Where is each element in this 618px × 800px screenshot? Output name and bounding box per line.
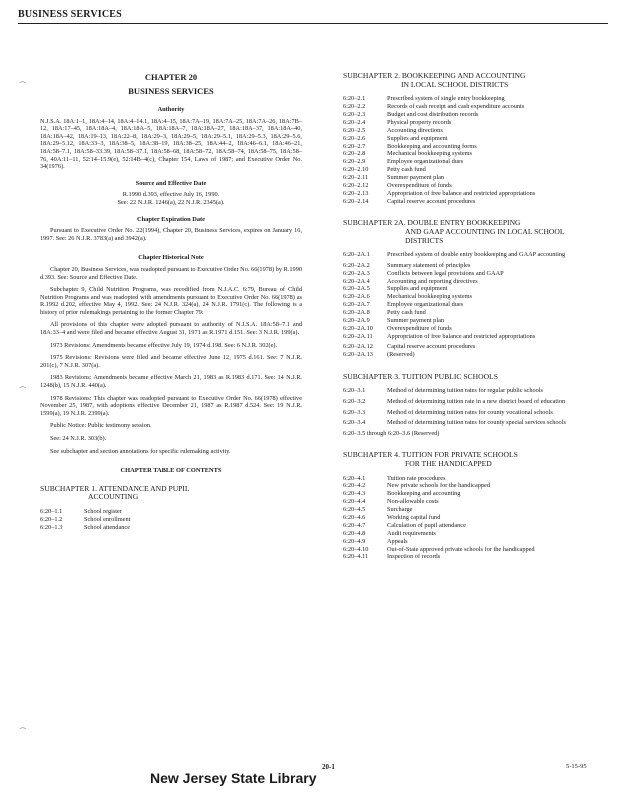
- punch-hole-mark: ⁀: [20, 82, 26, 90]
- toc-row[interactable]: [343, 522, 605, 530]
- section-title: Method of determining tuition rates for county vocational schools: [387, 408, 553, 416]
- section-title: Method of determining tuition rates for regular public schools: [387, 387, 543, 395]
- toc-row[interactable]: [343, 182, 605, 190]
- section-title: Summer payment plan: [387, 316, 445, 324]
- section-number: 6:20–2.4: [343, 118, 366, 126]
- subchapter-2a-heading: [343, 219, 605, 245]
- section-number: 6:20–3.1: [343, 387, 366, 395]
- subchapter-heading-line: DISTRICTS: [405, 235, 444, 245]
- history-paragraph: See: 24 N.J.R. 303(b).: [50, 435, 107, 442]
- section-number: 6:20–2A.13: [343, 351, 373, 359]
- toc-row[interactable]: [343, 398, 605, 406]
- toc-row[interactable]: [343, 498, 605, 506]
- library-stamp: New Jersey State Library: [150, 770, 317, 786]
- toc-row[interactable]: [343, 293, 605, 301]
- toc-row[interactable]: [343, 546, 605, 554]
- section-number: 6:20–4.9: [343, 537, 366, 545]
- toc-row[interactable]: [343, 317, 605, 325]
- toc-row[interactable]: [343, 158, 605, 166]
- authority-heading: Authority: [157, 106, 185, 113]
- section-title: Supplies and equipment: [387, 285, 448, 293]
- section-title: Inspection of records: [387, 553, 441, 561]
- section-number: 6:20–2.3: [343, 110, 366, 118]
- history-paragraph: 1973 Revisions: Amendments became effective July 19, 1974 d.198. See: 6 N.J.R. 302(e).: [50, 341, 278, 349]
- section-number: 6:20–2A.12: [343, 343, 373, 351]
- subchapter-heading-line: AND GAAP ACCOUNTING IN LOCAL SCHOOL: [405, 226, 565, 236]
- toc-row[interactable]: [40, 516, 302, 524]
- toc-row[interactable]: [343, 530, 605, 538]
- toc-row[interactable]: [343, 278, 605, 286]
- section-title: Surcharge: [387, 506, 413, 514]
- section-number: 6:20–2A.8: [343, 309, 370, 317]
- toc-row[interactable]: [343, 166, 605, 174]
- section-number: 6:20–2.13: [343, 189, 369, 197]
- section-title: Conflicts between legal provisions and GAAP: [387, 269, 504, 277]
- section-number: 6:20–1.2: [40, 515, 63, 523]
- source-line: R.1990 d.393, effective July 16, 1990.: [122, 191, 220, 199]
- subchapter-4-list: [343, 475, 605, 562]
- toc-row[interactable]: [343, 419, 605, 427]
- subchapter-heading-line: SUBCHAPTER 1. ATTENDANCE AND PUPIL: [40, 483, 190, 493]
- history-paragraph: All provisions of this chapter were adopted pursuant to authority of N.J.S.A. 18A:58–7.1 and 18A:33–4 and were filed and became effective August 31, 1971 as R.1971 d.151. See: 3 N.J.R. 199(a).: [40, 321, 302, 337]
- section-title: Employee organizational dues: [387, 301, 464, 309]
- section-number: 6:20–2.2: [343, 103, 366, 111]
- toc-row[interactable]: [343, 309, 605, 317]
- section-title: Accounting directions: [387, 126, 443, 134]
- expiration-text: Pursuant to Executive Order No. 22(1994), Chapter 20, Business Services, expires on January 16, 1997. See: 26 N.J.R. 3783(a) and 3942(a).: [40, 227, 302, 242]
- section-title: Calculation of pupil attendance: [387, 521, 466, 529]
- section-number: 6:20–2.6: [343, 134, 366, 142]
- toc-row[interactable]: [343, 430, 605, 438]
- section-number: 6:20–2.11: [343, 174, 369, 182]
- toc-row[interactable]: [343, 285, 605, 293]
- section-number: 6:20–2.5: [343, 126, 366, 134]
- section-title: Appeals: [387, 537, 408, 545]
- section-title: Method of determining tuition rates for county special services schools: [387, 419, 566, 427]
- section-number: 6:20–3.2: [343, 398, 366, 406]
- section-number: 6:20–4.3: [343, 490, 366, 498]
- authority-text: N.J.S.A. 18A:1–1, 18A:4–14, 18A:4–14.1, 18A:4–15, 18A:7A–19, 18A:7A–25, 18A:7A–26, 18A:7B–12, 18A:17–45, 18A:18A–4, 18A:18A–5, 18A:18A–7, 18A:18A–27, 18A:18A–37, 18A:18A–40, 18A:18A–42, 18A:19–13, 18A:22–8, 18A:29–3, 18A:29–5, 18A:29–5.1, 18A:29–5.3, 18A:29–5.6, 18A:29–5.12, 18A:33–3, 18A:38–5, 18A:38–19, 18A:38–25, 18A:44–2, 18A:46–6.1, 18A:46–21, 18A:58–7.1, 18A:58–33.39, 18A:58–37.1, 18A:58–68, 18A:58–72, 18A:58–74, 18A:58–75, 18A:58–76, 40A:11–11, 52:14–15.9(e), 52:14B–4(c), Chapter 154, Laws of 1987; and Executive Order No. 34(1976).: [40, 117, 302, 171]
- toc-row[interactable]: [40, 524, 302, 532]
- toc-row[interactable]: [343, 343, 605, 351]
- toc-row[interactable]: [40, 508, 302, 516]
- section-title: Overexpenditure of funds: [387, 181, 452, 189]
- section-title: Supplies and equipment: [387, 134, 448, 142]
- section-title: Mechanical bookkeeping systems: [387, 150, 472, 158]
- section-title: Petty cash fund: [387, 309, 426, 317]
- subchapter-heading-line: SUBCHAPTER 2. BOOKKEEPING AND ACCOUNTING: [343, 71, 526, 80]
- right-column: [343, 72, 605, 561]
- section-title: Summer payment plan: [387, 174, 445, 182]
- running-header: BUSINESS SERVICES: [18, 9, 608, 24]
- section-title: Method of determining tuition rate in a new district board of education: [387, 398, 566, 406]
- history-paragraph: Public Notice: Public testimony session.: [50, 422, 152, 430]
- subchapter-1-list: [40, 508, 302, 531]
- section-number: 6:20–4.6: [343, 514, 366, 522]
- section-number: 6:20–4.1: [343, 474, 366, 482]
- toc-row[interactable]: [343, 127, 605, 135]
- section-title: Petty cash fund: [387, 166, 426, 174]
- section-number: 6:20–2.9: [343, 158, 366, 166]
- section-title: School enrollment: [84, 515, 131, 523]
- section-number: 6:20–2A.7: [343, 301, 370, 309]
- subchapter-3-list: [343, 387, 605, 437]
- section-number: 6:20–4.2: [343, 482, 366, 490]
- toc-row[interactable]: [343, 119, 605, 127]
- subchapter-2-list: [343, 95, 605, 205]
- section-number: 6:20–2.10: [343, 166, 369, 174]
- section-title: Bookkeeping and accounting forms: [387, 142, 477, 150]
- supplement-date: 5-15-95: [566, 763, 587, 770]
- subchapter-heading-line: SUBCHAPTER 2A. DOUBLE ENTRY BOOKKEEPING: [343, 218, 521, 228]
- section-title: Physical property records: [387, 118, 452, 126]
- section-number: 6:20–4.8: [343, 529, 366, 537]
- toc-row[interactable]: [343, 409, 605, 417]
- toc-row[interactable]: [343, 103, 605, 111]
- expiration-heading: Chapter Expiration Date: [136, 215, 206, 223]
- section-title: Prescribed system of single entry bookkeeping: [387, 95, 505, 103]
- toc-row[interactable]: [343, 482, 605, 490]
- toc-row[interactable]: [343, 553, 605, 561]
- subchapter-2-heading: [343, 72, 605, 89]
- section-title: Appropriation of free balance and restricted appropriations: [387, 332, 536, 340]
- history-heading: Chapter Historical Note: [138, 254, 204, 262]
- section-number: 6:20–2A.4: [343, 277, 370, 285]
- section-title: Overexpenditure of funds: [387, 324, 452, 332]
- chapter-title: BUSINESS SERVICES: [128, 86, 214, 96]
- toc-row[interactable]: [343, 351, 605, 359]
- history-paragraph: 1978 Revisions: This chapter was readopted pursuant to Executive Order No. 66(1978) effective November 25, 1987, with adoptions effective December 21, 1987 as R.1987 d.524. See: 19 N.J.R. 1599(a), 19 N.J.R. 2399(a).: [40, 394, 302, 417]
- toc-row[interactable]: [343, 538, 605, 546]
- history-paragraph: Subchapter 9, Child Nutrition Programs, was recodified from N.J.A.C. 6:79, Bureau of Child Nutrition Programs and was readopted with amendments pursuant to Executive Order No. 66(1978) as R.1992 d.202, effective May 4, 1992. See: 24 N.J.R. 324(a), 24 N.J.R. 1791(c). The following is a history of prior rulemakings pertaining to the former Chapter 79:: [40, 286, 302, 316]
- toc-row[interactable]: [343, 198, 605, 206]
- toc-row[interactable]: [343, 506, 605, 514]
- toc-row[interactable]: [343, 475, 605, 483]
- section-title: Audit requirements: [387, 529, 436, 537]
- toc-row[interactable]: [343, 150, 605, 158]
- subchapter-heading-line: SUBCHAPTER 3. TUITION PUBLIC SCHOOLS: [343, 371, 498, 381]
- section-number: 6:20–2.12: [343, 181, 369, 189]
- toc-row[interactable]: [343, 174, 605, 182]
- subchapter-1-heading: [40, 485, 302, 502]
- section-number: 6:20–2A.10: [343, 324, 373, 332]
- section-number: 6:20–2.7: [343, 142, 366, 150]
- section-number: 6:20–3.3: [343, 408, 366, 416]
- section-title: Budget and cost distribution records: [387, 110, 479, 118]
- toc-row[interactable]: [343, 135, 605, 143]
- subchapter-heading-line: FOR THE HANDICAPPED: [405, 458, 492, 468]
- section-title: (Reserved): [387, 351, 415, 359]
- toc-row[interactable]: [343, 111, 605, 119]
- history-paragraph: 1975 Revisions: Revisions were filed and became effective June 12, 1975 d.161. See: 7 N.J.R. 201(c), 7 N.J.R. 307(a).: [40, 354, 302, 369]
- toc-row[interactable]: [343, 190, 605, 198]
- toc-row[interactable]: [343, 262, 605, 270]
- section-title: Capital reserve account procedures: [387, 197, 476, 205]
- toc-row[interactable]: [343, 387, 605, 395]
- section-number: 6:20–2A.2: [343, 261, 370, 269]
- toc-row[interactable]: [343, 143, 605, 151]
- source-line: See: 22 N.J.R. 1246(a), 22 N.J.R. 2345(a).: [117, 198, 225, 206]
- toc-row[interactable]: [343, 333, 605, 341]
- section-title: 6:20–3.5 through 6:20–3.6 (Reserved): [343, 429, 440, 437]
- toc-heading: CHAPTER TABLE OF CONTENTS: [120, 467, 222, 475]
- subchapter-4-heading: [343, 451, 605, 468]
- chapter-number: CHAPTER 20: [144, 72, 198, 82]
- section-number: 6:20–2.1: [343, 95, 366, 103]
- section-title: Accounting and reporting directives: [387, 277, 478, 285]
- section-title: Prescribed system of double entry bookkeeping and GAAP accounting: [387, 251, 566, 259]
- section-title: Tuition rate procedures: [387, 474, 446, 482]
- toc-row[interactable]: [343, 95, 605, 103]
- section-number: 6:20–4.5: [343, 506, 366, 514]
- section-title: Working capital fund: [387, 514, 441, 522]
- section-number: 6:20–2A.6: [343, 293, 370, 301]
- section-title: Capital reserve account procedures: [387, 343, 476, 351]
- punch-hole-mark: ⁀: [20, 728, 26, 736]
- subchapter-3-heading: [343, 373, 605, 382]
- section-title: Summary statement of principles: [387, 261, 471, 269]
- toc-row[interactable]: [343, 514, 605, 522]
- toc-row[interactable]: [343, 251, 605, 259]
- section-number: 6:20–1.1: [40, 507, 63, 515]
- section-number: 6:20–4.7: [343, 521, 366, 529]
- toc-row[interactable]: [343, 325, 605, 333]
- history-paragraph: See subchapter and section annotations for specific rulemaking activity.: [50, 447, 231, 455]
- section-number: 6:20–2A.11: [343, 332, 373, 340]
- section-number: 6:20–4.10: [343, 545, 369, 553]
- section-title: Out-of-State approved private schools for the handicapped: [387, 545, 535, 553]
- section-number: 6:20–2.14: [343, 197, 369, 205]
- history-paragraph: Chapter 20, Business Services, was readopted pursuant to Executive Order No. 66(1978) by R.1990 d.393. See: Source and Effective Date.: [40, 265, 302, 281]
- page-number: 20-1: [322, 763, 335, 771]
- section-number: 6:20–2.8: [343, 150, 366, 158]
- subchapter-2a-list: [343, 251, 605, 359]
- source-heading: Source and Effective Date: [135, 179, 207, 187]
- section-number: 6:20–2A.5: [343, 285, 370, 293]
- section-number: 6:20–3.4: [343, 419, 366, 427]
- history-paragraph: 1983 Revisions: Amendments became effective March 21, 1983 as R.1983 d.171. See: 14 N.J.R. 1248(b), 15 N.J.R. 440(a).: [40, 374, 302, 390]
- section-title: Non-allowable costs: [387, 498, 439, 506]
- section-title: Records of cash receipt and cash expenditure accounts: [387, 103, 525, 111]
- section-title: Employee organizational dues: [387, 158, 464, 166]
- section-number: 6:20–2A.1: [343, 251, 370, 259]
- section-title: Bookkeeping and accounting: [387, 490, 461, 498]
- toc-row[interactable]: [343, 270, 605, 278]
- section-title: Mechanical bookkeeping systems: [387, 293, 472, 301]
- toc-row[interactable]: [343, 301, 605, 309]
- section-title: New private schools for the handicapped: [387, 482, 490, 490]
- section-title: School register: [84, 507, 122, 515]
- section-number: 6:20–4.11: [343, 553, 369, 561]
- left-column: [40, 72, 302, 532]
- section-number: 6:20–4.4: [343, 498, 366, 506]
- subchapter-heading-line: ACCOUNTING: [88, 492, 139, 502]
- punch-hole-mark: ⁀: [20, 387, 26, 395]
- toc-row[interactable]: [343, 490, 605, 498]
- section-title: School attendance: [84, 523, 130, 531]
- section-title: Appropriation of free balance and restricted appropriations: [387, 189, 536, 197]
- subchapter-heading-line: SUBCHAPTER 4. TUITION FOR PRIVATE SCHOOLS: [343, 450, 518, 460]
- subchapter-heading-line: IN LOCAL SCHOOL DISTRICTS: [401, 79, 509, 89]
- section-number: 6:20–2A.9: [343, 316, 370, 324]
- section-number: 6:20–1.3: [40, 523, 63, 531]
- section-number: 6:20–2A.3: [343, 269, 370, 277]
